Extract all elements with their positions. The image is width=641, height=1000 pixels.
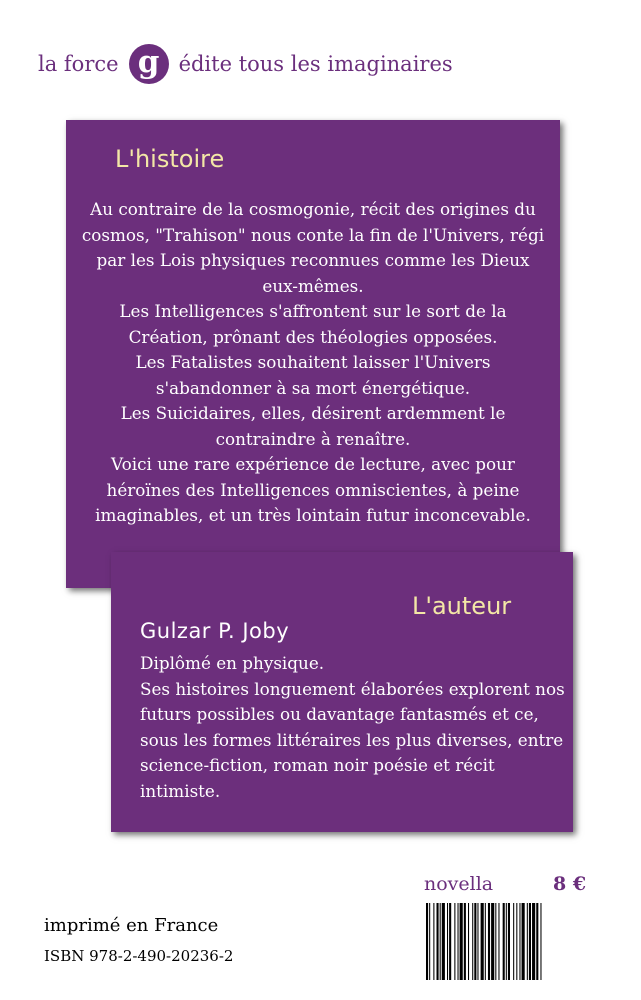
barcode-bar — [498, 903, 499, 980]
history-paragraph: Voici une rare expérience de lecture, avec pour héroïnes des Intelligences omniscientes, à peine imaginables, et un très lointain futur inconcevable. — [95, 454, 531, 525]
barcode-bar — [519, 903, 520, 980]
barcode-bar — [529, 903, 531, 980]
printed-in: imprimé en France — [44, 915, 219, 936]
barcode-bar — [464, 903, 466, 980]
author-paragraph: Ses histoires longuement élaborées explorent nos futurs possibles ou davantage fantasmés et ce, sous les formes littéraires les plus diverses, entre science-fiction, roman noir poésie et récit intimiste. — [140, 678, 565, 801]
barcode-bar — [503, 903, 505, 980]
barcode-bar — [460, 903, 463, 980]
author-text — [140, 651, 570, 804]
price: 8 € — [553, 873, 587, 895]
barcode-bar — [532, 903, 535, 980]
barcode-bar — [536, 903, 538, 980]
barcode-bar — [485, 903, 486, 980]
barcode-bar — [449, 903, 451, 980]
barcode-bar — [472, 903, 473, 980]
history-paragraph: Les Fatalistes souhaitent laisser l'Univers s'abandonner à sa mort énergétique. — [135, 352, 491, 398]
history-paragraph: Les Intelligences s'affrontent sur le sort de la Création, prônant des théologies opposées. — [119, 301, 507, 347]
history-text — [78, 197, 548, 529]
barcode-bar — [477, 903, 478, 980]
isbn: ISBN 978-2-490-20236-2 — [44, 947, 234, 965]
barcode-bar — [516, 903, 517, 980]
barcode-bar — [447, 903, 448, 980]
barcode-bar — [429, 903, 430, 980]
barcode-bar — [474, 903, 476, 980]
history-title: L'histoire — [115, 145, 225, 173]
history-paragraph: Les Suicidaires, elles, désirent ardemment le contraindre à renaître. — [120, 403, 506, 449]
barcode-bar — [481, 903, 484, 980]
barcode-bar — [513, 903, 514, 980]
tagline-right: édite tous les imaginaires — [178, 52, 453, 76]
barcode-bar — [488, 903, 490, 980]
barcode-bar — [440, 903, 441, 980]
panel-join — [111, 552, 560, 588]
barcode-bar — [527, 903, 528, 980]
author-paragraph: Diplômé en physique. — [140, 653, 325, 673]
barcode — [424, 903, 596, 980]
tagline-left: la force — [38, 52, 119, 76]
barcode-bar — [491, 903, 494, 980]
barcode-bar — [458, 903, 459, 980]
barcode-bar — [437, 903, 439, 980]
barcode-bar — [454, 903, 455, 980]
history-paragraph: Au contraire de la cosmogonie, récit des origines du cosmos, "Trahison" nous conte la fin de l'Univers, régi par les Lois physiques reconnues comme les Dieux eux-mêmes. — [81, 199, 545, 296]
publisher-logo: g — [129, 44, 169, 84]
barcode-bar — [433, 903, 434, 980]
barcode-bar — [508, 903, 510, 980]
barcode-bar — [522, 903, 525, 980]
collection-label: novella — [424, 873, 494, 895]
author-title: L'auteur — [412, 592, 512, 620]
author-name: Gulzar P. Joby — [140, 619, 290, 643]
barcode-bar — [468, 903, 469, 980]
publisher-tagline — [38, 44, 453, 84]
barcode-bar — [495, 903, 496, 980]
barcode-bar — [506, 903, 507, 980]
barcode-bar — [426, 903, 428, 980]
barcode-bar — [540, 903, 541, 980]
barcode-bar — [442, 903, 445, 980]
